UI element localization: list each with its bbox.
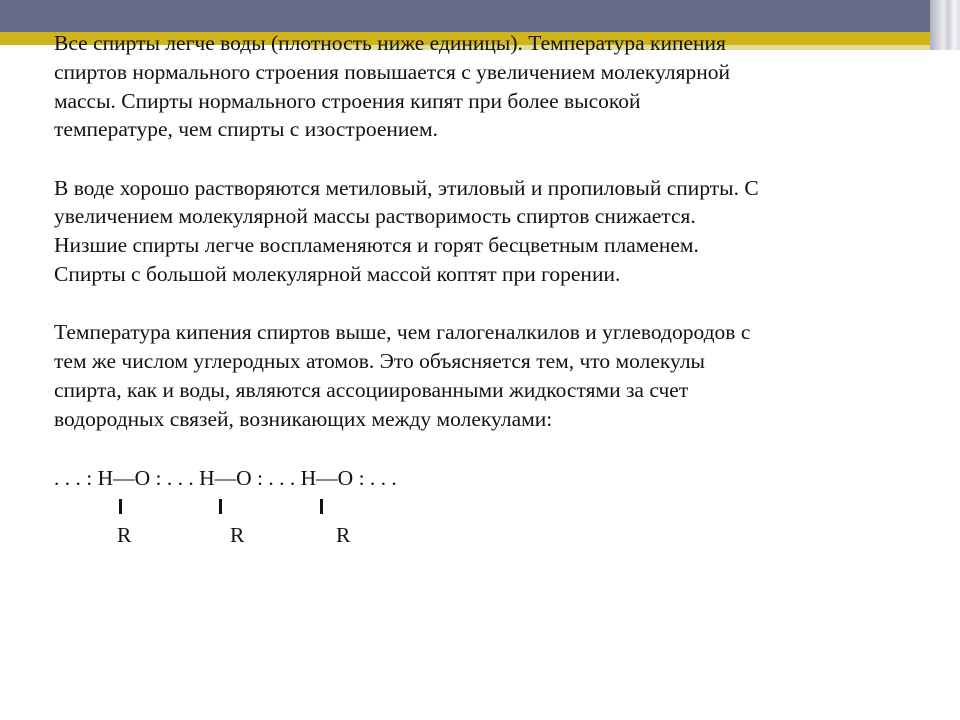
text-line: Спирты с большой молекулярной массой коптят при горении. [54,262,621,286]
text-line: Все спирты легче воды (плотность ниже единицы). Температура кипения [54,31,726,55]
header-decoration-stripes [930,0,960,50]
text-line: Низшие спирты легче воспламеняются и горят бесцветным пламенем. [54,233,699,257]
substituent-r: R [117,523,132,547]
text-line: Температура кипения спиртов выше, чем галогеналкилов и углеводородов с [54,320,751,344]
formula-chain: . . . : H—O : . . . H—O : . . . H—O : . . . [54,466,397,490]
text-line: увеличением молекулярной массы растворимость спиртов снижается. [54,204,696,228]
text-line: водородных связей, возникающих между молекулами: [54,407,553,431]
bond-line [219,499,222,514]
text-line: температуре, чем спирты с изостроением. [54,117,438,141]
bond-line [320,499,323,514]
text-line: спиртов нормального строения повышается с увеличением молекулярной [54,60,731,84]
text-line: тем же числом углеродных атомов. Это объясняется тем, что молекулы [54,349,706,373]
substituent-r: R [230,523,245,547]
slide-header-bar [0,0,960,32]
text-line: В воде хорошо растворяются метиловый, этиловый и пропиловый спирты. С [54,176,759,200]
substituent-r: R [336,523,351,547]
text-line: массы. Спирты нормального строения кипят при более высокой [54,89,641,113]
bond-line [119,499,122,514]
text-line: спирта, как и воды, являются ассоциированными жидкостями за счет [54,378,689,402]
